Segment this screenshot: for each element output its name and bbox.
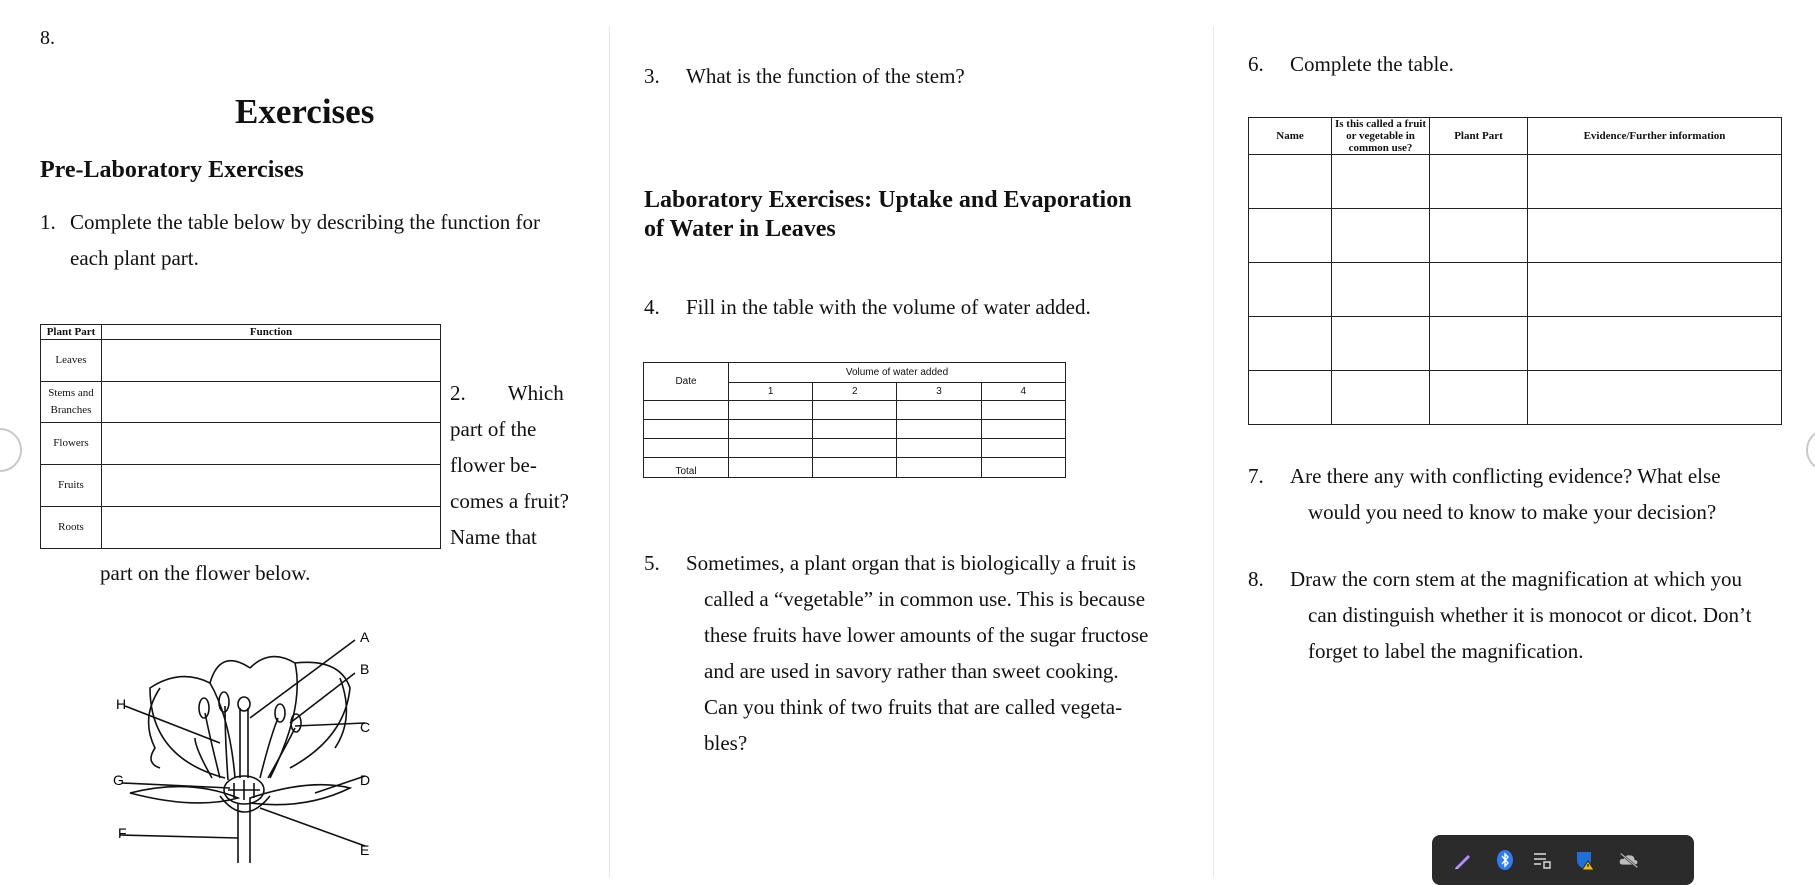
function-cell-leaves[interactable]	[102, 340, 441, 382]
table-header-evidence: Evidence/Further information	[1528, 118, 1782, 155]
petal-center	[250, 657, 297, 778]
function-cell-flowers[interactable]	[102, 423, 441, 465]
question-6-number: 6.	[1248, 52, 1264, 76]
entry-cell[interactable]	[1430, 209, 1528, 263]
entry-cell[interactable]	[1528, 371, 1782, 425]
leader-line-h	[125, 706, 220, 743]
date-cell[interactable]	[644, 420, 729, 439]
volume-cell[interactable]	[897, 420, 981, 439]
cloud-off-icon[interactable]	[1618, 849, 1640, 871]
question-6	[1248, 46, 1454, 82]
question-5-line: bles?	[704, 731, 748, 755]
entry-cell[interactable]	[1332, 209, 1430, 263]
leader-line-c	[295, 723, 365, 726]
prev-page-button[interactable]	[0, 428, 22, 472]
flower-label-h: H	[116, 696, 127, 712]
volume-cell[interactable]	[729, 401, 813, 420]
table-header-col-1: 1	[729, 383, 813, 401]
question-8-line: Draw the corn stem at the magnification at which you	[1290, 567, 1742, 591]
total-cell[interactable]	[813, 458, 897, 478]
flower-label-c: C	[360, 719, 371, 735]
entry-cell[interactable]	[1332, 155, 1430, 209]
flower-label-e: E	[360, 842, 370, 858]
entry-cell[interactable]	[1332, 317, 1430, 371]
volume-cell[interactable]	[897, 439, 981, 458]
date-cell[interactable]	[644, 439, 729, 458]
volume-cell[interactable]	[897, 401, 981, 420]
flower-label-b: B	[360, 661, 370, 677]
entry-cell[interactable]	[1430, 263, 1528, 317]
question-2-line: 2. Which	[450, 381, 564, 405]
question-2-line: part of the	[450, 417, 537, 441]
playlist-icon[interactable]	[1532, 849, 1554, 871]
entry-cell[interactable]	[1430, 155, 1528, 209]
total-cell[interactable]	[981, 458, 1065, 478]
question-2	[450, 375, 600, 555]
table-header-plant-part: Plant Part	[1430, 118, 1528, 155]
question-5-line: Sometimes, a plant organ that is biologically a fruit is	[686, 551, 1136, 575]
question-4	[644, 289, 1091, 325]
question-2-line: comes a fruit?	[450, 489, 569, 513]
question-5-line: Can you think of two fruits that are called vegeta-	[704, 695, 1123, 719]
next-page-button[interactable]	[1806, 428, 1815, 472]
table-header-date: Date	[644, 363, 729, 401]
entry-cell[interactable]	[1249, 317, 1332, 371]
entry-cell[interactable]	[1430, 317, 1528, 371]
question-5-line: called a “vegetable” in common use. This is because	[704, 587, 1146, 611]
volume-cell[interactable]	[813, 439, 897, 458]
volume-cell[interactable]	[813, 420, 897, 439]
total-cell[interactable]	[897, 458, 981, 478]
volume-cell[interactable]	[729, 420, 813, 439]
date-cell[interactable]	[644, 401, 729, 420]
question-2-tail: part on the flower below.	[100, 561, 311, 585]
question-2-line: Name that	[450, 525, 537, 549]
row-label-flowers: Flowers	[41, 423, 102, 465]
entry-cell[interactable]	[1249, 155, 1332, 209]
entry-cell[interactable]	[1528, 155, 1782, 209]
question-8-line: forget to label the magnification.	[1308, 639, 1584, 663]
row-label-fruits: Fruits	[41, 465, 102, 507]
flower-label-d: D	[360, 772, 371, 788]
question-4-number: 4.	[644, 295, 660, 319]
question-7-number: 7.	[1248, 464, 1264, 488]
leader-line-e	[260, 808, 365, 846]
entry-cell[interactable]	[1332, 371, 1430, 425]
total-label: Total	[644, 458, 729, 478]
lab-heading-line-1: Laboratory Exercises: Uptake and Evaporation	[644, 187, 1132, 213]
question-3-number: 3.	[644, 64, 660, 88]
table-header-function: Function	[102, 325, 441, 340]
question-8-number: 8.	[1248, 567, 1264, 591]
question-8	[1248, 561, 1788, 669]
question-3	[644, 58, 965, 94]
question-5-line: and are used in savory rather than sweet cooking.	[704, 659, 1119, 683]
question-5-line: these fruits have lower amounts of the sugar fructose	[704, 623, 1149, 647]
question-4-text: Fill in the table with the volume of water added.	[686, 295, 1091, 319]
table-header-col-3: 3	[897, 383, 981, 401]
question-7-line: Are there any with conflicting evidence? What else	[1290, 464, 1721, 488]
question-1	[40, 204, 600, 276]
column-divider-right	[1213, 26, 1214, 877]
lab-heading-line-2: of Water in Leaves	[644, 216, 836, 242]
question-7-line: would you need to know to make your decision?	[1308, 500, 1717, 524]
flower-diagram	[100, 628, 390, 863]
flower-label-g: G	[113, 772, 124, 788]
table-header-plant-part: Plant Part	[41, 325, 102, 340]
question-2-line: flower be-	[450, 453, 537, 477]
volume-cell[interactable]	[981, 420, 1065, 439]
sepal-left	[130, 787, 238, 803]
table-header-col-2: 2	[813, 383, 897, 401]
entry-cell[interactable]	[1249, 209, 1332, 263]
table-header-fruit-or-vegetable: Is this called a fruit or vegetable in common use?	[1332, 118, 1430, 155]
plant-part-function-table	[40, 324, 441, 549]
entry-cell[interactable]	[1528, 317, 1782, 371]
volume-cell[interactable]	[729, 439, 813, 458]
leader-line-f	[120, 835, 238, 838]
exercises-title: Exercises	[235, 92, 375, 131]
bluetooth-icon[interactable]	[1494, 849, 1516, 871]
lab-exercises-heading	[644, 186, 1132, 244]
pre-lab-heading: Pre-Laboratory Exercises	[40, 157, 304, 183]
page-number: 8.	[40, 27, 55, 49]
flower-label-f: F	[118, 825, 127, 841]
table-header-col-4: 4	[981, 383, 1065, 401]
table-header-name: Name	[1249, 118, 1332, 155]
function-cell-fruits[interactable]	[102, 465, 441, 507]
row-label-leaves: Leaves	[41, 340, 102, 382]
function-cell-roots[interactable]	[102, 507, 441, 549]
water-volume-table	[643, 362, 1066, 478]
row-label-roots: Roots	[41, 507, 102, 549]
question-1-number: 1.	[40, 210, 56, 234]
question-6-text: Complete the table.	[1290, 52, 1454, 76]
question-5-number: 5.	[644, 551, 660, 575]
question-7	[1248, 458, 1788, 530]
fruit-vegetable-table	[1248, 117, 1782, 425]
flower-label-a: A	[360, 629, 370, 645]
total-cell[interactable]	[729, 458, 813, 478]
leader-line-a	[250, 640, 355, 718]
function-cell-stems[interactable]	[102, 382, 441, 423]
entry-cell[interactable]	[1249, 263, 1332, 317]
table-header-volume: Volume of water added	[729, 363, 1066, 383]
pen-icon[interactable]	[1452, 849, 1474, 871]
system-tray	[1432, 835, 1694, 885]
volume-cell[interactable]	[813, 401, 897, 420]
entry-cell[interactable]	[1332, 263, 1430, 317]
entry-cell[interactable]	[1528, 209, 1782, 263]
question-5	[644, 545, 1184, 761]
security-warning-icon[interactable]	[1574, 849, 1596, 871]
entry-cell[interactable]	[1430, 371, 1528, 425]
question-1-text: Complete the table below by describing the function for	[70, 210, 541, 234]
question-3-text: What is the function of the stem?	[686, 64, 965, 88]
entry-cell[interactable]	[1249, 371, 1332, 425]
volume-cell[interactable]	[981, 439, 1065, 458]
column-divider-left	[609, 26, 610, 877]
entry-cell[interactable]	[1528, 263, 1782, 317]
question-8-line: can distinguish whether it is monocot or dicot. Don’t	[1308, 603, 1752, 627]
volume-cell[interactable]	[981, 401, 1065, 420]
question-1-text-cont: each plant part.	[70, 246, 199, 270]
row-label-stems: Stems and Branches	[41, 382, 102, 423]
